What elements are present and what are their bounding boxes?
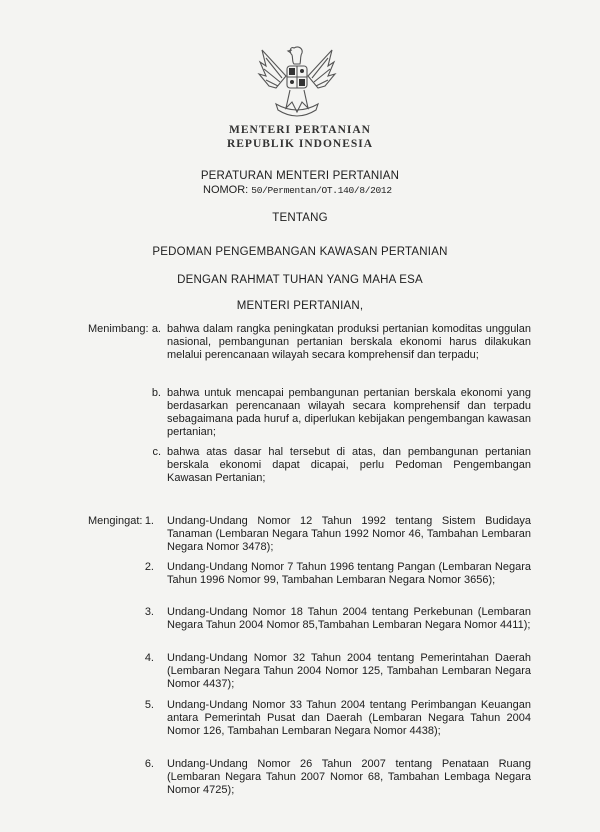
menimbang-marker-a: a. — [151, 323, 161, 335]
mengingat-marker-4: 4. — [144, 652, 154, 664]
mengingat-label: Mengingat: — [88, 515, 143, 527]
mengingat-item-4: Undang-Undang Nomor 32 Tahun 2004 tentang Pemerintahan Daerah (Lembaran Negara Tahun 2004 Nomor 125, Tambahan Lembaran Negara Nomor 4437); — [167, 652, 531, 690]
mengingat-item-6: Undang-Undang Nomor 26 Tahun 2007 tentang Penataan Ruang (Lembaran Negara Tahun 2007 Nomor 68, Tambahan Lembaga Negara Nomor 4725); — [167, 758, 531, 796]
mengingat-marker-5: 5. — [144, 699, 154, 711]
mengingat-marker-6: 6. — [144, 758, 154, 770]
nomor-value: 50/Permentan/OT.140/8/2012 — [251, 185, 392, 196]
mengingat-item-5: Undang-Undang Nomor 33 Tahun 2004 tentang Perimbangan Keuangan antara Pemerintah Pusat dan Daerah (Lembaran Negara Tahun 2004 Nomor 126, Tambahan Lembaran Negara Nomor 4438); — [167, 699, 531, 737]
menteri-line: MENTERI PERTANIAN, — [236, 300, 364, 312]
regulation-title: PERATURAN MENTERI PERTANIAN — [200, 170, 400, 182]
menimbang-label: Menimbang: — [88, 323, 149, 335]
menimbang-item-c: bahwa atas dasar hal tersebut di atas, dan pembangunan pertanian berskala ekonomi dapat dicapai, perlu Pedoman Pengembangan Kawasan Pertanian; — [167, 446, 531, 484]
regulation-subject: PEDOMAN PENGEMBANGAN KAWASAN PERTANIAN — [152, 246, 448, 258]
mengingat-marker-2: 2. — [144, 561, 154, 573]
rahmat-line: DENGAN RAHMAT TUHAN YANG MAHA ESA — [177, 274, 423, 286]
institution-name-line2: REPUBLIK INDONESIA — [226, 138, 374, 150]
menimbang-item-b: bahwa untuk mencapai pembangunan pertanian berskala ekonomi yang berdasarkan perencanaan wilayah secara komprehensif dan terpadu sebagaimana pada huruf a, diperlukan kebijakan pengembangan kawasan pertanian; — [167, 387, 531, 438]
garuda-emblem-icon — [256, 36, 338, 122]
mengingat-marker-3: 3. — [144, 606, 154, 618]
nomor-label: NOMOR: — [203, 184, 249, 196]
menimbang-marker-b: b. — [151, 387, 161, 399]
institution-name-line1: MENTERI PERTANIAN — [229, 124, 371, 136]
mengingat-item-3: Undang-Undang Nomor 18 Tahun 2004 tentang Perkebunan (Lembaran Negara Tahun 2004 Nomor 85,Tambahan Lembaran Negara Nomor 4411); — [167, 606, 531, 631]
mengingat-marker-1: 1. — [144, 515, 154, 527]
regulation-number — [203, 184, 392, 196]
tentang-heading: TENTANG — [272, 212, 328, 224]
mengingat-item-2: Undang-Undang Nomor 7 Tahun 1996 tentang Pangan (Lembaran Negara Tahun 1996 Nomor 99, Tambahan Lembaran Negara Nomor 3656); — [167, 561, 531, 586]
menimbang-item-a: bahwa dalam rangka peningkatan produksi pertanian komoditas unggulan nasional, pembangunan pertanian berskala ekonomi harus dilakukan melalui perencanaan wilayah secara komprehensif dan terpadu; — [167, 323, 531, 361]
menimbang-marker-c: c. — [152, 446, 161, 458]
mengingat-item-1: Undang-Undang Nomor 12 Tahun 1992 tentang Sistem Budidaya Tanaman (Lembaran Negara Tahun 1992 Nomor 46, Tambahan Lembaran Negara Nomor 3478); — [167, 515, 531, 553]
